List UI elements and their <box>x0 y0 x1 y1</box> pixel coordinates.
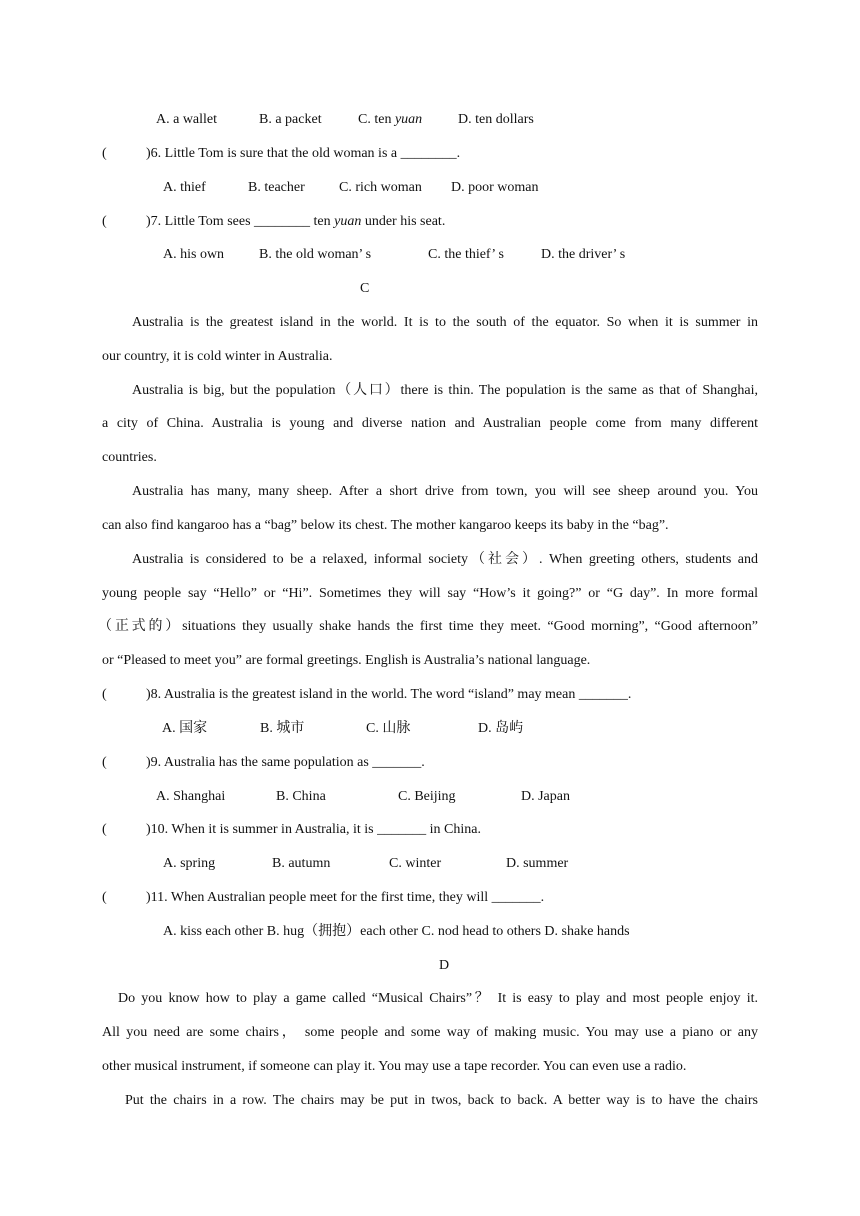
q5-option-b: B. a packet <box>259 112 322 127</box>
option-b: B. autumn <box>272 856 331 871</box>
answer-blank-paren: ( <box>102 214 107 229</box>
option-c: C. rich woman <box>339 180 422 195</box>
option-a: A. thief <box>163 180 206 195</box>
answer-blank-paren: ( <box>102 890 107 905</box>
question-stem: )11. When Australian people meet for the first time, they will _______. <box>146 890 545 905</box>
paragraph-line: Australia has many, many sheep. After a short drive from town, you will see sheep around you. You <box>132 484 758 499</box>
option-d: D. summer <box>506 856 569 871</box>
option-b: B. teacher <box>248 180 305 195</box>
option-c: C. winter <box>389 856 442 871</box>
option-a: A. his own <box>163 247 225 262</box>
paragraph-line: our country, it is cold winter in Australia. <box>102 349 333 364</box>
paragraph-line: young people say “Hello” or “Hi”. Sometimes they will say “How’s it going?” or “G day”. In more formal <box>102 586 758 601</box>
option-c: C. 山脉 <box>366 721 411 736</box>
answer-blank-paren: ( <box>102 687 107 702</box>
option-b: B. 城市 <box>260 721 305 736</box>
paragraph-line: Put the chairs in a row. The chairs may be put in twos, back to back. A better way is to have the chairs <box>125 1093 758 1108</box>
paragraph-line: a city of China. Australia is young and diverse nation and Australian people come from many different <box>102 416 758 431</box>
q5-option-c-italic: yuan <box>394 112 423 127</box>
option-d: D. Japan <box>521 789 570 804</box>
question-stem: )8. Australia is the greatest island in the world. The word “island” may mean _______. <box>146 687 632 702</box>
paragraph-line: other musical instrument, if someone can play it. You may use a tape recorder. You can even use a radio. <box>102 1059 687 1074</box>
stem-italic: yuan <box>334 214 362 229</box>
option-d: D. poor woman <box>451 180 539 195</box>
option-a: A. 国家 <box>162 721 208 736</box>
option-d: D. 岛屿 <box>478 721 524 736</box>
passage-heading: D <box>439 958 450 973</box>
answer-blank-paren: ( <box>102 146 107 161</box>
question-stem: )6. Little Tom is sure that the old woman is a ________. <box>146 146 461 161</box>
option-c: C. Beijing <box>398 789 456 804</box>
options-line: A. kiss each other B. hug（拥抱）each other C. nod head to others D. shake hands <box>163 924 630 939</box>
option-c: C. the thief’ s <box>428 247 504 262</box>
paragraph-line: countries. <box>102 450 157 465</box>
paragraph-line: Australia is big, but the population（人口）there is thin. The population is the same as that of Shanghai, <box>132 383 758 398</box>
paragraph-line: All you need are some chairs， some people and some way of making music. You may use a piano or any <box>102 1025 758 1040</box>
paragraph-line: （正式的）situations they usually shake hands the first time they meet. “Good morning”, “Good afternoon” <box>98 619 758 634</box>
option-a: A. Shanghai <box>156 789 226 804</box>
q5-option-d: D. ten dollars <box>458 112 534 127</box>
option-d: D. the driver’ s <box>541 247 626 262</box>
answer-blank-paren: ( <box>102 822 107 837</box>
paragraph-line: or “Pleased to meet you” are formal greetings. English is Australia’s national language. <box>102 653 591 668</box>
paragraph-line: can also find kangaroo has a “bag” below its chest. The mother kangaroo keeps its baby in the “bag”. <box>102 518 669 533</box>
question-stem: )7. Little Tom sees ________ ten yuan under his seat. <box>146 214 446 229</box>
question-stem: )10. When it is summer in Australia, it is _______ in China. <box>146 822 481 837</box>
option-b: B. the old woman’ s <box>259 247 372 262</box>
paragraph-line: Do you know how to play a game called “Musical Chairs”？ It is easy to play and most people enjoy it. <box>118 991 758 1006</box>
paragraph-line: Australia is considered to be a relaxed, informal society（社会）. When greeting others, students and <box>132 552 758 567</box>
option-b: B. China <box>276 789 326 804</box>
q5-option-a: A. a wallet <box>156 112 218 127</box>
passage-heading: C <box>360 281 370 296</box>
answer-blank-paren: ( <box>102 755 107 770</box>
q5-option-c: C. ten yuan <box>358 112 423 127</box>
paragraph-line: Australia is the greatest island in the world. It is to the south of the equator. So when it is summer in <box>132 315 758 330</box>
option-a: A. spring <box>163 856 216 871</box>
question-stem: )9. Australia has the same population as _______. <box>146 755 425 770</box>
